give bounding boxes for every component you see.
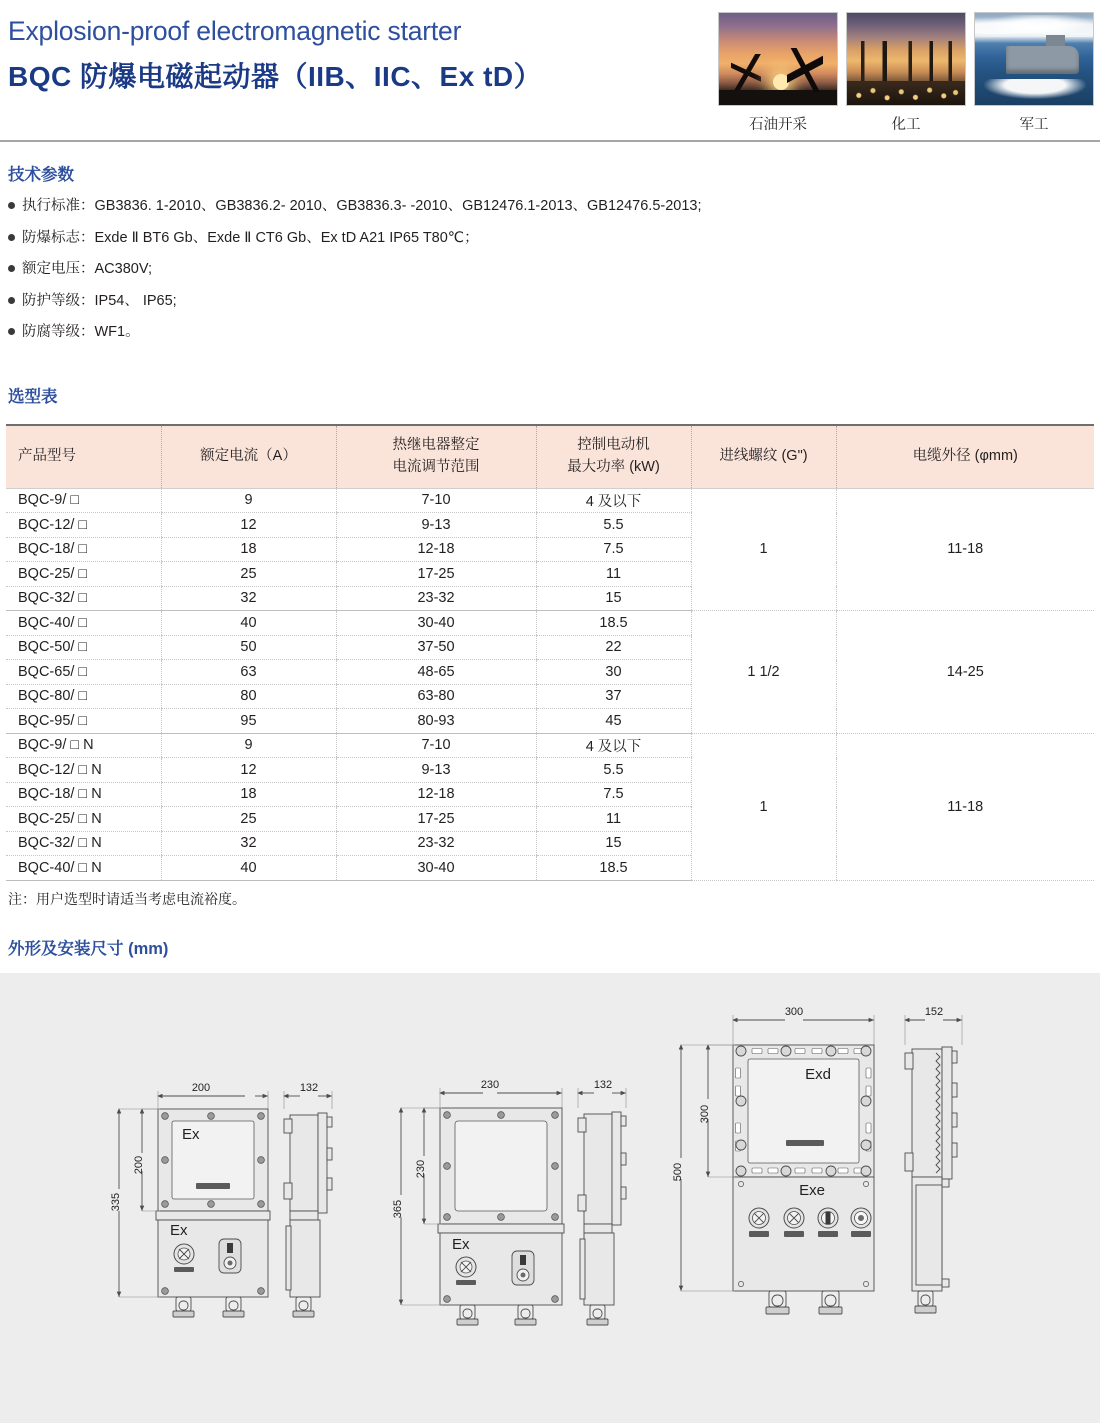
cell-motor-kw: 7.5 (536, 782, 691, 807)
cell-current: 12 (161, 513, 336, 538)
selection-table-wrapper (0, 407, 1100, 881)
cell-current: 25 (161, 807, 336, 832)
cell-relay-range: 23-32 (336, 831, 536, 856)
table-header (6, 425, 1094, 489)
cell-model: BQC-25/ □ (6, 562, 161, 587)
bullet-icon (8, 234, 15, 241)
list-item (8, 294, 1100, 326)
dim-upper-height-label: 230 (415, 1159, 427, 1178)
control-device-4 (851, 1208, 871, 1237)
cell-relay-range: 7-10 (336, 733, 536, 758)
selection-table-section (0, 357, 1100, 909)
cell-relay-range: 17-25 (336, 562, 536, 587)
cell-current: 32 (161, 586, 336, 611)
cell-motor-kw: 11 (536, 562, 691, 587)
chemical-industry-photo (846, 12, 966, 106)
drawing-200-front (110, 1082, 270, 1317)
lower-exe-label: Exe (799, 1181, 825, 1199)
cell-model: BQC-65/ □ (6, 660, 161, 685)
dim-width-label: 200 (191, 1081, 211, 1094)
tech-param-text: 防爆标志：Exde Ⅱ BT6 Gb、Exde Ⅱ CT6 Gb、Ex tD A21 IP65 T80℃； (22, 229, 479, 246)
cell-current: 18 (161, 782, 336, 807)
cell-model: BQC-18/ □ N (6, 782, 161, 807)
cell-current: 95 (161, 709, 336, 734)
cell-motor-kw: 4 及以下 (536, 488, 691, 513)
cell-model: BQC-9/ □ (6, 488, 161, 513)
table-note: 注：用户选型时请适当考虑电流裕度。 (8, 890, 246, 907)
tech-param-text: 额定电压：AC380V; (22, 261, 152, 277)
dimensions-section (0, 909, 1100, 959)
dim-upper-height-label: 200 (133, 1155, 145, 1174)
cell-inlet-thread: 1 (691, 488, 836, 611)
cell-relay-range: 37-50 (336, 635, 536, 660)
column-header-cable-diameter (836, 425, 1094, 489)
drawing-300-front (672, 1006, 874, 1314)
drawing-230-front (392, 1079, 564, 1423)
industry-photo-military (974, 12, 1094, 134)
industry-photo-chemical (846, 12, 966, 134)
oil-extraction-photo (718, 12, 838, 106)
cell-motor-kw: 18.5 (536, 611, 691, 636)
dim-total-height-label: 500 (672, 1162, 684, 1181)
cell-relay-range: 12-18 (336, 782, 536, 807)
cell-motor-kw: 45 (536, 709, 691, 734)
list-item (8, 262, 1100, 294)
header-divider (0, 140, 1100, 142)
cell-cable-diameter: 11-18 (836, 733, 1094, 880)
lower-ex-label: Ex (170, 1221, 188, 1239)
industry-photo-strip (718, 12, 1094, 134)
cell-relay-range: 17-25 (336, 807, 536, 832)
drawing-200-side (284, 1082, 332, 1317)
dim-depth-label: 132 (299, 1081, 319, 1094)
dim-total-height-label: 365 (392, 1199, 404, 1218)
cell-motor-kw: 5.5 (536, 758, 691, 783)
cell-current: 18 (161, 537, 336, 562)
column-header-line2: 电流调节范围 (392, 458, 480, 475)
cell-motor-kw: 37 (536, 684, 691, 709)
column-header-line1: 热继电器整定 (392, 437, 480, 454)
dim-width-label: 300 (784, 1005, 804, 1018)
table-row (6, 488, 1094, 513)
cell-model: BQC-9/ □ N (6, 733, 161, 758)
tech-param-text: 执行标准：GB3836. 1-2010、GB3836.2- 2010、GB3836.3- -2010、GB12476.1-2013、GB12476.5-2013; (22, 198, 702, 214)
cell-current: 50 (161, 635, 336, 660)
tech-params-section (0, 141, 1100, 357)
column-header-model (6, 425, 161, 489)
bullet-icon (8, 328, 15, 335)
cell-motor-kw: 18.5 (536, 856, 691, 881)
drawing-230-side (578, 1079, 626, 1325)
tech-params-list (0, 185, 1100, 357)
cloud-band (975, 15, 1093, 37)
cell-motor-kw: 4 及以下 (536, 733, 691, 758)
cell-relay-range: 48-65 (336, 660, 536, 685)
cell-model: BQC-80/ □ (6, 684, 161, 709)
tech-param-text: 防腐等级：WF1。 (22, 324, 140, 340)
cell-relay-range: 80-93 (336, 709, 536, 734)
cell-relay-range: 23-32 (336, 586, 536, 611)
bullet-icon (8, 202, 15, 209)
cell-model: BQC-25/ □ N (6, 807, 161, 832)
cell-relay-range: 30-40 (336, 611, 536, 636)
cell-current: 9 (161, 488, 336, 513)
cell-current: 40 (161, 611, 336, 636)
industry-photo-caption: 石油开采 (749, 117, 807, 133)
column-header-line1: 电缆外径 (φmm) (912, 447, 1018, 464)
cell-model: BQC-32/ □ (6, 586, 161, 611)
page-title-english: Explosion-proof electromagnetic starter (8, 16, 462, 46)
column-header-motor-power (536, 425, 691, 489)
aircraft-carrier-hull (1006, 46, 1079, 74)
column-header-line2: 最大功率 (kW) (567, 458, 660, 475)
cell-model: BQC-40/ □ N (6, 856, 161, 881)
cell-model: BQC-50/ □ (6, 635, 161, 660)
cell-motor-kw: 22 (536, 635, 691, 660)
table-row (6, 611, 1094, 636)
warning-plate (786, 1140, 824, 1146)
column-header-inlet-thread (691, 425, 836, 489)
cell-relay-range: 9-13 (336, 758, 536, 783)
dim-depth-label: 132 (593, 1078, 613, 1091)
selection-table-heading: 选型表 (8, 387, 58, 406)
ground-band (719, 90, 837, 105)
industry-photo-caption: 化工 (891, 117, 921, 133)
list-item (8, 231, 1100, 263)
drawing-300-side (905, 1006, 962, 1313)
table-body (6, 488, 1094, 880)
tech-params-heading: 技术参数 (8, 166, 74, 184)
warning-plate (196, 1183, 230, 1189)
cell-current: 9 (161, 733, 336, 758)
dimension-drawings-svg (0, 973, 1100, 1423)
control-device-3 (818, 1208, 838, 1237)
cell-motor-kw: 15 (536, 586, 691, 611)
cell-current: 32 (161, 831, 336, 856)
lower-ex-label: Ex (452, 1235, 470, 1253)
dim-width-label: 230 (480, 1078, 500, 1091)
selection-table (6, 424, 1094, 881)
cell-model: BQC-12/ □ (6, 513, 161, 538)
column-header-line1: 控制电动机 (577, 437, 650, 454)
tech-param-text: 防护等级：IP54、 IP65; (22, 292, 177, 309)
list-item (8, 325, 1100, 357)
dim-total-height-label: 335 (110, 1192, 122, 1211)
cell-motor-kw: 15 (536, 831, 691, 856)
upper-ex-label: Ex (182, 1125, 200, 1143)
control-device-1 (749, 1208, 769, 1237)
dim-upper-height-label: 300 (699, 1104, 711, 1123)
cell-model: BQC-12/ □ N (6, 758, 161, 783)
cell-current: 25 (161, 562, 336, 587)
military-industry-photo (974, 12, 1094, 106)
column-header-line1: 产品型号 (18, 447, 76, 464)
cell-relay-range: 9-13 (336, 513, 536, 538)
dimension-drawings-panel (0, 973, 1100, 1423)
upper-exd-label: Exd (805, 1065, 831, 1083)
cell-relay-range: 7-10 (336, 488, 536, 513)
cell-motor-kw: 7.5 (536, 537, 691, 562)
column-header-line1: 额定电流（A） (200, 447, 297, 464)
cell-inlet-thread: 1 (691, 733, 836, 880)
cell-motor-kw: 11 (536, 807, 691, 832)
page-title-chinese: BQC 防爆电磁起动器（IIB、IIC、Ex tD） (8, 61, 543, 92)
dimensions-heading: 外形及安装尺寸 (mm) (8, 939, 169, 958)
bullet-icon (8, 265, 15, 272)
cell-model: BQC-40/ □ (6, 611, 161, 636)
cell-current: 12 (161, 758, 336, 783)
industry-photo-caption: 军工 (1019, 117, 1049, 133)
cell-cable-diameter: 14-25 (836, 611, 1094, 734)
control-device-2 (784, 1208, 804, 1237)
dim-depth-label: 152 (924, 1005, 944, 1018)
cell-model: BQC-95/ □ (6, 709, 161, 734)
refinery-lights (847, 81, 965, 105)
cell-cable-diameter: 11-18 (836, 488, 1094, 611)
cell-relay-range: 63-80 (336, 684, 536, 709)
cell-model: BQC-18/ □ (6, 537, 161, 562)
cell-inlet-thread: 1 1/2 (691, 611, 836, 734)
bullet-icon (8, 297, 15, 304)
industry-photo-oil (718, 12, 838, 134)
cell-model: BQC-32/ □ N (6, 831, 161, 856)
cell-motor-kw: 5.5 (536, 513, 691, 538)
column-header-rated-current (161, 425, 336, 489)
cell-relay-range: 30-40 (336, 856, 536, 881)
column-header-relay-range (336, 425, 536, 489)
table-header-row (6, 425, 1094, 489)
table-row (6, 733, 1094, 758)
ship-wake (984, 79, 1085, 99)
column-header-line1: 进线螺纹 (G") (719, 447, 808, 464)
cell-current: 40 (161, 856, 336, 881)
cell-relay-range: 12-18 (336, 537, 536, 562)
page-header (0, 0, 1100, 141)
cell-current: 80 (161, 684, 336, 709)
cell-current: 63 (161, 660, 336, 685)
sun-icon (773, 74, 789, 90)
cell-motor-kw: 30 (536, 660, 691, 685)
list-item (8, 199, 1100, 231)
